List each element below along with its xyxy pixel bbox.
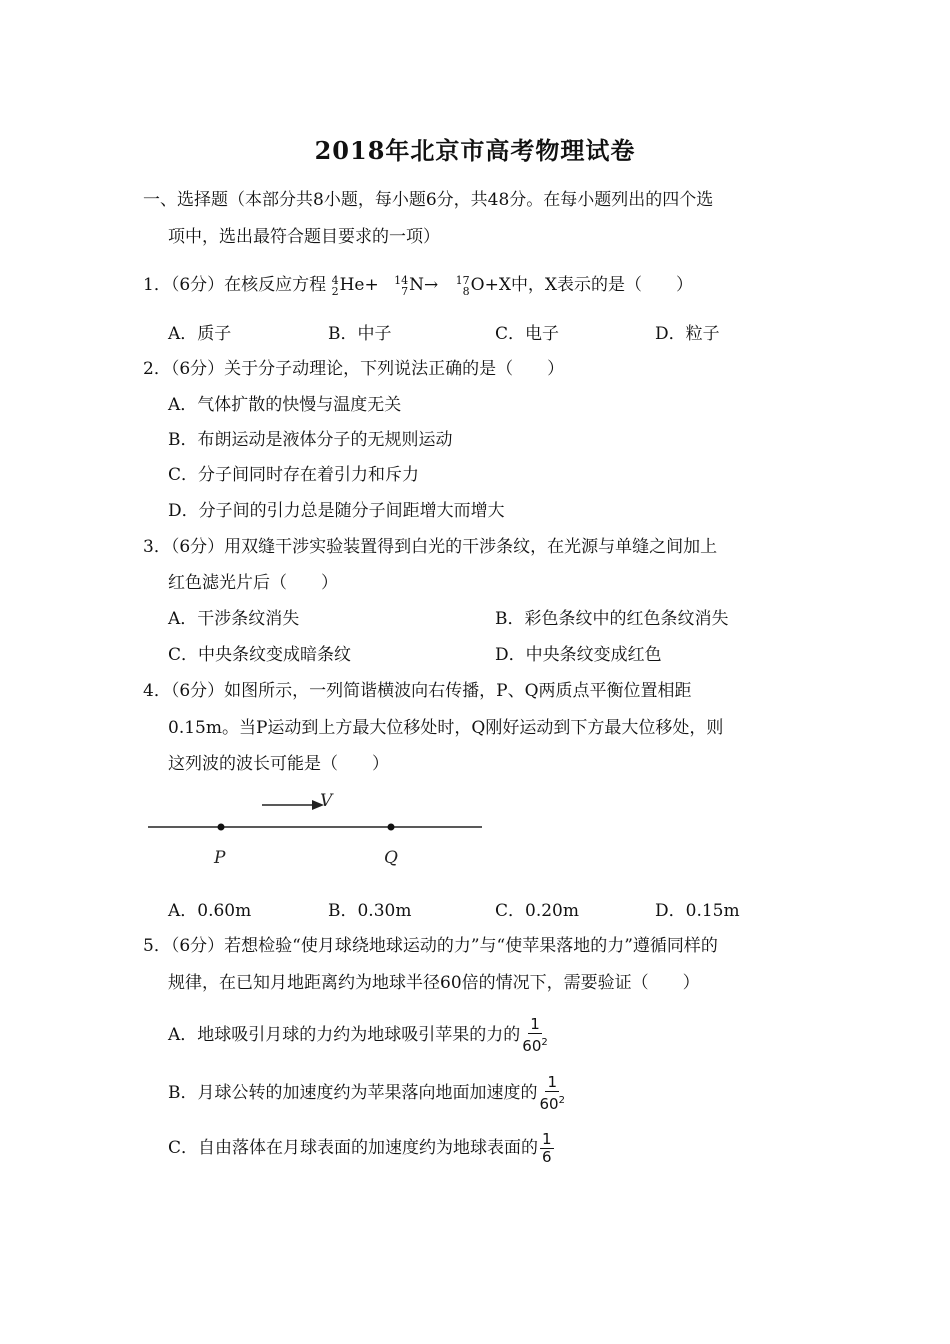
fraction-numerator: 1 <box>530 1015 540 1033</box>
section-heading-line1: 一、选择题（本部分共8小题，每小题6分，共48分。在每小题列出的四个选 <box>143 190 714 210</box>
q1-option-b: B．中子 <box>328 324 392 344</box>
question-4-text-line1: （6分）如图所示，一列简谐横波向右传播，P、Q两质点平衡位置相距 <box>170 681 692 701</box>
fraction-denominator: 60 <box>539 1095 559 1113</box>
question-3-text-line1: （6分）用双缝干涉实验装置得到白光的干涉条纹，在光源与单缝之间加上 <box>170 537 718 557</box>
q3-option-b: B．彩色条纹中的红色条纹消失 <box>495 609 729 629</box>
q5-option-a-fraction <box>522 1016 547 1055</box>
q2-option-d: D．分子间的引力总是随分子间距增大而增大 <box>168 501 505 521</box>
question-2-number: 2． <box>143 359 171 379</box>
o-mass-number: 17 <box>455 273 470 287</box>
question-3-stem-line2: 红色滤光片后（ ） <box>168 573 338 593</box>
he-atomic-number: 2 <box>331 284 339 298</box>
question-4-stem-line1 <box>143 679 692 703</box>
point-q-label: Q <box>384 848 398 868</box>
question-1-stem <box>143 273 693 297</box>
point-p-label: P <box>214 848 226 868</box>
question-5-stem-line2: 规律，在已知月地距离约为地球半径60倍的情况下，需要验证（ ） <box>168 973 700 993</box>
q5-option-a <box>168 1016 548 1055</box>
question-4-number: 4． <box>143 681 171 701</box>
q1-option-a: A．质子 <box>168 324 232 344</box>
question-2-text: （6分）关于分子动理论，下列说法正确的是（ ） <box>170 359 565 379</box>
q5-option-c <box>168 1130 554 1166</box>
q4-option-d: D．0.15m <box>655 901 740 921</box>
question-5-stem-line1 <box>143 934 718 958</box>
fraction-numerator: 1 <box>542 1130 552 1148</box>
section-heading-line2: 项中，选出最符合题目要求的一项） <box>168 227 440 247</box>
fraction-numerator: 1 <box>547 1073 557 1091</box>
velocity-label: V <box>320 791 333 811</box>
question-3-stem-line1 <box>143 535 717 559</box>
fraction-denominator: 6 <box>542 1148 552 1166</box>
q4-option-c: C．0.20m <box>495 901 579 921</box>
question-1-stem-suffix: 中，X表示的是（ ） <box>510 275 694 295</box>
q5-option-b-fraction <box>540 1074 565 1113</box>
q1-option-c: C．电子 <box>495 324 560 344</box>
q1-option-d: D．粒子 <box>655 324 720 344</box>
page-title: 2018年北京市高考物理试卷 <box>314 136 636 165</box>
fraction-exponent: 2 <box>558 1095 565 1106</box>
q2-option-b: B．布朗运动是液体分子的无规则运动 <box>168 430 453 450</box>
q4-option-b: B．0.30m <box>328 901 412 921</box>
q5-option-b <box>168 1074 565 1113</box>
o-symbol: O+X <box>470 275 511 295</box>
question-2-stem <box>143 357 564 381</box>
q5-option-b-text: B．月球公转的加速度约为苹果落向地面加速度的 <box>168 1083 538 1103</box>
o-atomic-number: 8 <box>462 284 470 298</box>
q3-option-c: C．中央条纹变成暗条纹 <box>168 645 352 665</box>
question-3-number: 3． <box>143 537 171 557</box>
question-1-stem-prefix: 在核反应方程 <box>224 275 327 295</box>
point-p-dot <box>218 824 225 831</box>
wave-figure <box>140 784 490 874</box>
nuclide-oxygen <box>456 273 511 297</box>
he-symbol: He+ <box>339 275 379 295</box>
q4-option-a: A．0.60m <box>168 901 252 921</box>
n-atomic-number: 7 <box>401 284 409 298</box>
q2-option-a: A．气体扩散的快慢与温度无关 <box>168 395 402 415</box>
question-4-stem-line2: 0.15m。当P运动到上方最大位移处时，Q刚好运动到下方最大位移处，则 <box>168 718 724 738</box>
question-5-number: 5． <box>143 936 171 956</box>
q5-option-c-text: C．自由落体在月球表面的加速度约为地球表面的 <box>168 1138 539 1158</box>
n-mass-number: 14 <box>394 273 409 287</box>
question-1-number: 1． <box>143 275 171 295</box>
point-q-dot <box>388 824 395 831</box>
nuclide-helium <box>332 273 379 297</box>
n-symbol: N→ <box>409 275 439 295</box>
nuclide-nitrogen <box>394 273 438 297</box>
q3-option-a: A．干涉条纹消失 <box>168 609 300 629</box>
q3-option-d: D．中央条纹变成红色 <box>495 645 662 665</box>
he-mass-number: 4 <box>331 273 339 287</box>
fraction-exponent: 2 <box>541 1037 548 1048</box>
q2-option-c: C．分子间同时存在着引力和斥力 <box>168 465 420 485</box>
question-5-text-line1: （6分）若想检验“使月球绕地球运动的力”与“使苹果落地的力”遵循同样的 <box>170 936 718 956</box>
fraction-denominator: 60 <box>522 1037 542 1055</box>
q5-option-a-text: A．地球吸引月球的力约为地球吸引苹果的力的 <box>168 1025 521 1045</box>
q5-option-c-fraction <box>540 1131 554 1166</box>
question-1-score: （6分） <box>170 275 225 295</box>
question-4-stem-line3: 这列波的波长可能是（ ） <box>168 754 389 774</box>
